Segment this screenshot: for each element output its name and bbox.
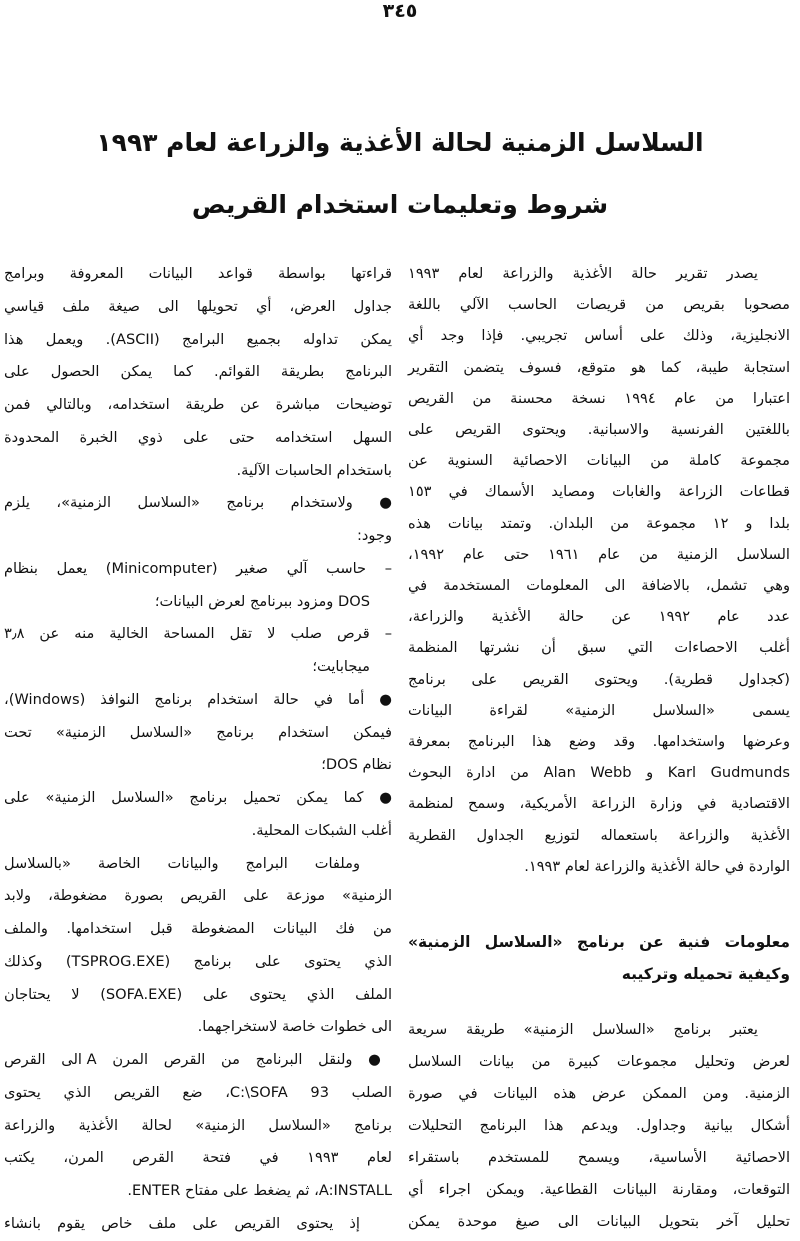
text-line: أشكال بيانية وجداول. ويدعم هذا البرنامج التحليلات [408, 1117, 790, 1134]
text-line: التوقعات، ومقارنة البيانات القطاعية. ويمكن اجراء أي [408, 1181, 790, 1198]
text-line: البرنامج بطريقة القوائم. كما يمكن الحصول على [4, 363, 392, 381]
text-line: لعرض وتحليل مجموعات كبيرة من بيانات السلاسل [408, 1053, 790, 1070]
text-line: جداول العرض، أي تحويلها الى صيغة ملف قياسي [4, 297, 392, 315]
text-line: يمكن تداوله بجميع البرامج (ASCII). ويعمل هذا [4, 330, 392, 348]
page-number: ٣٤٥ [382, 0, 418, 22]
text-line: نظام DOS؛ [321, 756, 392, 774]
text-line: وملفات البرامج والبيانات الخاصة «بالسلاسل [4, 854, 360, 872]
text-line: الانجليزية، وذلك على أساس تجريبي. فإذا وجد أي [408, 327, 790, 345]
page-title: السلاسل الزمنية لحالة الأغذية والزراعة لعام ١٩٩٣ [96, 128, 704, 157]
heading-text [408, 926, 790, 990]
text-line: من فك البيانات المضغوطة قبل استخدامها. والملف [4, 920, 392, 937]
text-line: السهل استخدامه حتى على ذوي الخبرة المحدودة [4, 428, 392, 446]
text-line: الصلب C:\SOFA 93، ضع القريص الذي يحتوى [4, 1083, 393, 1101]
paragraph [4, 684, 392, 782]
page-subtitle: شروط وتعليمات استخدام القريص [191, 190, 609, 219]
section-heading [408, 926, 790, 990]
text-line: وكيفية تحميله وتركيبه [621, 965, 790, 983]
text-line: إذ يحتوى القريص على ملف خاص يقوم بانشاء [4, 1214, 360, 1232]
left-column [4, 258, 392, 1241]
text-line: لعام ١٩٩٣ في فتحة القرص المرن، يكتب [4, 1149, 393, 1167]
text-line: – حاسب آلي صغير (Minicomputer) يعمل بنظام [4, 559, 392, 577]
right-column-intro [408, 258, 790, 882]
text-line: الزمنية. ومن الممكن عرض هذه البيانات في صورة [408, 1085, 790, 1102]
text-line: بلدا و ١٢ مجموعة من البلدان. وتمتد بيانات هذه [408, 514, 790, 532]
paragraph [4, 1208, 392, 1241]
text-line: الواردة في حالة الأغذية والزراعة لعام ١٩٩٣. [524, 857, 790, 875]
paragraph [4, 782, 392, 848]
text-line: الى خطوات خاصة لاستخراجهما. [197, 1018, 392, 1036]
text-line: Karl Gudmunds و Alan Webb من ادارة البحوث [408, 764, 791, 782]
section-body [408, 1014, 790, 1238]
text-line: تحليل آخر بتحويل البيانات الى صيغ موحدة يمكن [408, 1213, 790, 1230]
text-line: الملف الذي يحتوى على (SOFA.EXE) لا يحتاجان [4, 985, 393, 1003]
text-line: فيمكن استخدام برنامج «السلاسل الزمنية» تحت [4, 723, 392, 741]
text-line: أغلب الاحصاءات التي سبق أن نشرتها المنظمة [408, 639, 790, 657]
paragraph [4, 848, 392, 1045]
text-line: الأغذية والزراعة باستعماله لتوزيع الجداول القطرية [408, 826, 790, 844]
text-line: يسمى «السلاسل الزمنية» لقراءة البيانات [408, 701, 790, 719]
text-line: وعرضها واستخدامها. وقد وضع هذا البرنامج بمعرفة [408, 733, 790, 751]
text-line: عدد عام ١٩٩٢ عن حالة الأغذية والزراعة، [408, 608, 790, 626]
text-line: وهي تشمل، بالاضافة الى المعلومات المستخدمة في [408, 577, 790, 595]
text-line: الزمنية» موزعة على القريص بصورة مضغوطة، ولابد [4, 887, 392, 905]
text-line: يعتبر برنامج «السلاسل الزمنية» طريقة سريعة [408, 1021, 758, 1038]
text-line: الذي يحتوى على برنامج (TSPROG.EXE) وكذلك [4, 952, 393, 970]
paragraph [408, 258, 790, 882]
paragraph [4, 618, 392, 684]
paragraph [4, 258, 392, 487]
paragraph [408, 1014, 790, 1238]
text-line: الاحصائية الأساسية، ويسمح للمستخدم باستقراء [408, 1149, 790, 1166]
text-line: (كجداول قطرية). ويحتوى القريص على برنامج [408, 670, 790, 688]
text-line: يصدر تقرير حالة الأغذية والزراعة لعام ١٩٩٣ [408, 265, 758, 282]
text-line: ميجابايت؛ [312, 658, 370, 675]
paragraph [4, 553, 392, 619]
text-line: ● ولنقل البرنامج من القرص المرن A الى القرص [4, 1051, 392, 1068]
text-line: قطاعات الزراعة والغابات ومصايد الأسماك في ١٥٣ [408, 483, 790, 501]
text-line: اعتبارا من عام ١٩٩٤ نسخة محسنة من القريص [408, 389, 791, 407]
text-line: باللغتين الفرنسية والاسبانية. ويحتوى القريص على [408, 421, 790, 439]
text-line: برنامج «السلاسل الزمنية» لحالة الأغذية والزراعة [4, 1116, 392, 1134]
text-line: A:INSTALL، ثم يضغط على مفتاح ENTER. [127, 1182, 392, 1199]
text-line: ● ولاستخدام برنامج «السلاسل الزمنية»، يلزم [4, 494, 392, 512]
text-line: مجموعة كاملة من البيانات الاحصائية السنوية عن [408, 452, 790, 470]
text-line: أغلب الشبكات المحلية. [251, 821, 392, 839]
text-line: وجود: [356, 527, 392, 544]
text-line: استجابة طيبة، كما هو متوقع، فسوف يتضمن التقرير [408, 358, 790, 376]
text-line: قراءتها بواسطة قواعد البيانات المعروفة وبرامج [4, 265, 392, 282]
text-line: توضيحات مباشرة عن طريقة استخدامه، وبالتالي فمن [4, 396, 392, 413]
text-line: الاقتصادية في وزارة الزراعة الأمريكية، وسمح لمنظمة [408, 795, 790, 813]
text-line: ● أما في حالة استخدام برنامج النوافذ (Windows)، [4, 690, 392, 708]
paragraph [4, 1044, 392, 1208]
text-line: DOS ومزود ببرنامج لعرض البيانات؛ [154, 592, 370, 610]
text-line: ● كما يمكن تحميل برنامج «السلاسل الزمنية» على [4, 789, 392, 806]
text-line: معلومات فنية عن برنامج «السلاسل الزمنية» [408, 933, 790, 951]
text-line: باستخدام الحاسبات الآلية. [236, 461, 392, 479]
text-line: – قرص صلب لا تقل المساحة الخالية منه عن ٣٫٨ [4, 625, 392, 643]
text-line: مصحوبا بقريص من قريصات الحاسب الآلي باللغة [408, 296, 790, 314]
paragraph [4, 487, 392, 553]
text-line: السلاسل الزمنية من عام ١٩٦١ حتى عام ١٩٩٢، [408, 545, 790, 563]
